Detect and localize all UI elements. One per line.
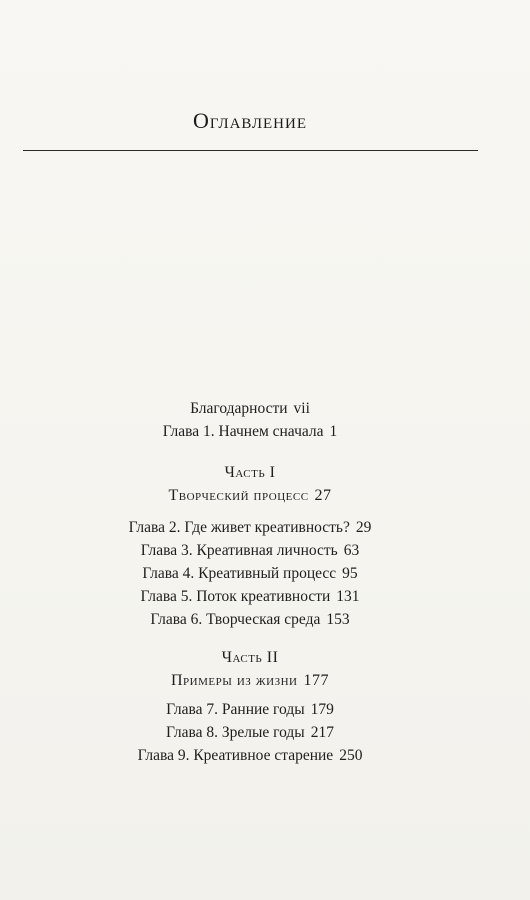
toc-entry	[0, 698, 500, 721]
toc-entry-label: Глава 1. Начнем сначала	[162, 423, 324, 440]
toc-entry-page: 179	[310, 701, 334, 718]
toc-entry-label: Глава 2. Где живет креативность?	[128, 519, 350, 536]
page-title: Оглавление	[192, 108, 308, 133]
toc-entry-page: 1	[329, 423, 338, 440]
toc-entry-page: 217	[310, 724, 334, 741]
part-title: Творческий процесс	[168, 487, 309, 504]
part-page: 27	[314, 487, 332, 504]
toc-entry-label: Глава 6. Творческая среда	[150, 611, 321, 628]
toc-entry	[0, 721, 500, 744]
toc-entry-page: vii	[293, 400, 310, 417]
part-label: Часть II	[221, 649, 279, 666]
toc-entry-label: Глава 4. Креативный процесс	[142, 565, 337, 582]
toc-entry-page: 63	[343, 542, 360, 559]
title-divider	[23, 150, 478, 151]
toc-entry-page: 153	[326, 611, 350, 628]
part-title-entry	[0, 484, 500, 507]
toc-entry-label: Благодарности	[190, 400, 288, 417]
toc-entry-page: 29	[355, 519, 372, 536]
toc-part-heading	[0, 461, 500, 507]
toc-entry	[0, 608, 500, 631]
toc-entry	[0, 539, 500, 562]
toc-entry	[0, 420, 500, 443]
toc-entry-label: Глава 8. Зрелые годы	[166, 724, 305, 741]
toc-entry-label: Глава 5. Поток креативности	[140, 588, 331, 605]
toc-entry-page: 131	[336, 588, 360, 605]
toc-entry-label: Глава 7. Ранние годы	[166, 701, 305, 718]
toc-entry-label: Глава 9. Креативное старение	[137, 747, 334, 764]
toc-entry	[0, 397, 500, 420]
toc-part-chapters	[0, 516, 500, 631]
toc-entry-label: Глава 3. Креативная личность	[140, 542, 338, 559]
toc-entry	[0, 562, 500, 585]
toc-part-chapters	[0, 698, 500, 767]
toc-intro	[0, 397, 500, 443]
part-title: Примеры из жизни	[171, 672, 298, 689]
toc-part-heading	[0, 646, 500, 692]
toc-entry	[0, 744, 500, 767]
part-label: Часть I	[224, 464, 276, 481]
part-title-entry	[0, 669, 500, 692]
toc-entry	[0, 585, 500, 608]
toc-entry-page: 250	[339, 747, 363, 764]
toc-entry-page: 95	[342, 565, 358, 582]
part-page: 177	[303, 672, 329, 689]
toc-entry	[0, 516, 500, 539]
